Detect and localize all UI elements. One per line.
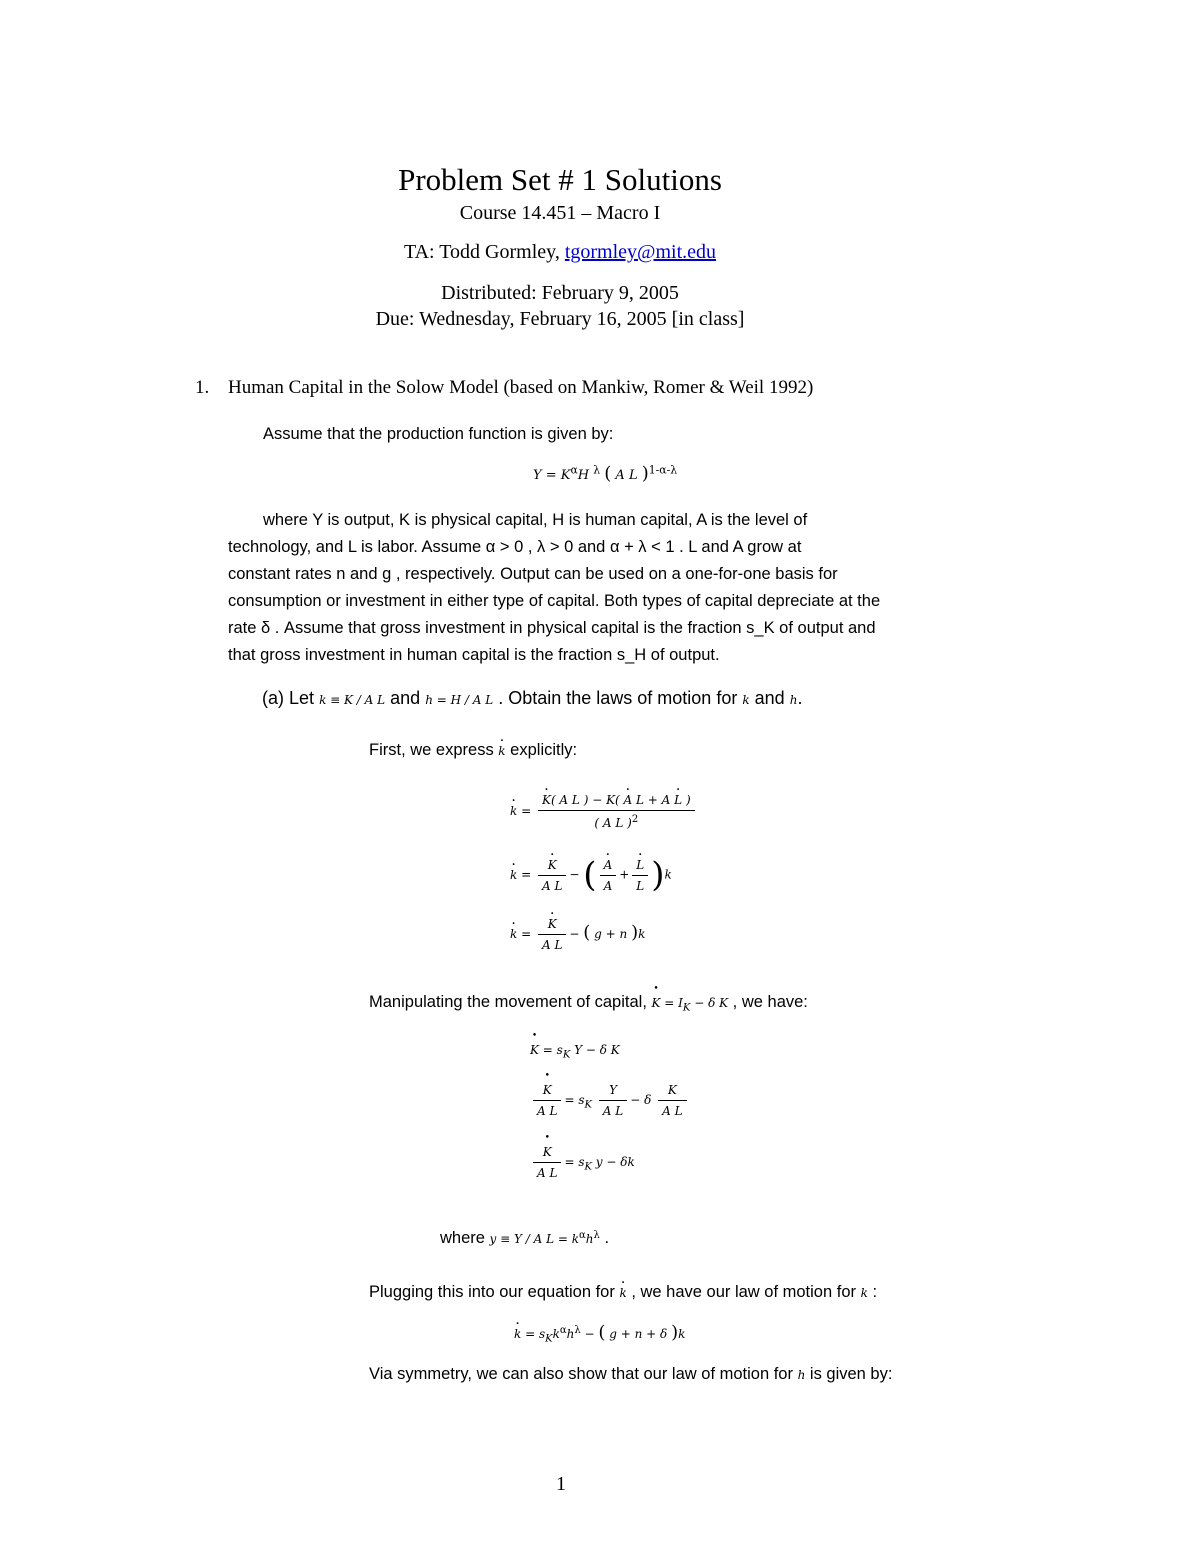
symmetry-line [369, 1365, 892, 1384]
part-a-and: and [390, 688, 421, 708]
due-date: Due: Wednesday, February 16, 2005 [in class] [375, 308, 745, 330]
page-number: 1 [556, 1473, 566, 1495]
plugging-line [369, 1283, 877, 1302]
k-symbol: k [742, 693, 750, 707]
where-y-line: where y ≡ Y / A $L = k^\alpha h^\lambda$ . [440, 1229, 610, 1247]
part-a-label: (a) [262, 688, 284, 708]
k-symbol: k [860, 1286, 868, 1300]
first-express-text: First, we express [369, 741, 494, 759]
k-definition: k ≡ K / A L [319, 693, 386, 707]
ta-line [0, 241, 1120, 264]
first-express-line [369, 741, 577, 760]
plugging-mid: , we have our law of motion for [631, 1283, 857, 1301]
manipulating-text: Manipulating the movement of capital, [369, 993, 647, 1011]
kdot-equation-2: k · = $\frac{K \cdot}{\text{A L}}$ − ( $\frac{A \cdot}{A}$ + $\frac{L \cdot}{L}$ )k [510, 855, 672, 895]
paragraph-line: that gross investment in human capital is the fraction s_H of output. [228, 646, 720, 664]
y-definition: y ≡ Y / A $L = k^\alpha h^\lambda$ [489, 1230, 600, 1246]
capital-motion: K • = $I_K - \delta$ K [652, 996, 729, 1010]
course-line: Course 14.451 – Macro I [459, 202, 661, 224]
h-symbol: h [789, 693, 798, 707]
kdot-equation-1: k · = $\frac{\text{K ·( A L ) − K( A · L + A L · )}}{( A L )^2}$ [510, 793, 698, 830]
first-express-after: explicitly: [510, 741, 578, 759]
capital-equation-1: K • = $s_K$ Y − δ K [530, 1043, 620, 1060]
part-a-let: Let [289, 688, 315, 708]
paragraph-line: constant rates n and g , respectively. Output can be used on a one-for-one basis for [228, 565, 838, 583]
k-dot-symbol: k · [498, 744, 505, 758]
question-1-number: 1. [195, 377, 210, 398]
paragraph-line: consumption or investment in either type of capital. Both types of capital depreciate at the [228, 592, 881, 610]
k-dot-symbol: k · [619, 1286, 626, 1300]
page-title: Problem Set # 1 Solutions [398, 162, 722, 197]
symmetry-end: is given by: [809, 1365, 893, 1383]
part-a-prompt: (a) Let k ≡ K / A L and h = H / A L . Obtain the laws of motion for k and h. [262, 688, 803, 708]
paragraph-line: technology, and L is labor. Assume α > 0 , λ > 0 and α + λ < 1 . L and A grow at [228, 538, 802, 556]
ta-label: TA: Todd Gormley, [403, 241, 560, 263]
ta-email-link[interactable]: tgormley@mit.edu [564, 241, 717, 263]
question-1-title: Human Capital in the Solow Model (based on Mankiw, Romer & Weil 1992) [228, 377, 814, 398]
symmetry-text: Via symmetry, we can also show that our law of motion for [369, 1365, 793, 1383]
question-1-heading [195, 377, 813, 399]
plugging-text: Plugging this into our equation for [369, 1283, 615, 1301]
plugging-end: : [872, 1283, 878, 1301]
distributed-date: Distributed: February 9, 2005 [441, 282, 679, 304]
h-symbol: h [797, 1368, 806, 1382]
production-function: $Y = K^\alpha H$ $^\lambda$ ( A L )$^{1-\alpha-\lambda}$ [533, 463, 678, 484]
capital-equation-2: $\frac{K •}{\text{A L}}$ = $s_K$ $\frac{Y}{\text{A L}}$ − δ $\frac{K}{\text{A L}}$ [530, 1083, 690, 1118]
production-intro: Assume that the production function is given by: [263, 425, 614, 443]
kdot-equation-3: k · = $\frac{K \cdot}{\text{A L}}$ − ( g + n )k [510, 917, 645, 952]
part-a-prompt-rest: . Obtain the laws of motion for [498, 688, 738, 708]
capital-equation-3: $\frac{K •}{\text{A L}}$ = $s_K$ y − δk [530, 1145, 635, 1180]
h-definition: h = H / A L [425, 693, 494, 707]
manipulating-after: , we have: [732, 993, 808, 1011]
paragraph-line: rate δ . Assume that gross investment in physical capital is the fraction s_K of output and [228, 619, 876, 637]
paragraph-line: where Y is output, K is physical capital, H is human capital, A is the level of [263, 511, 808, 529]
manipulating-line [369, 993, 808, 1013]
part-a-and2: and [754, 688, 785, 708]
assumptions-paragraph [228, 508, 958, 670]
where-text: where [440, 1229, 485, 1247]
law-of-motion-k: k · = $s_Kk^\alpha h^\lambda$ − ( g + n + δ )k [514, 1322, 685, 1344]
